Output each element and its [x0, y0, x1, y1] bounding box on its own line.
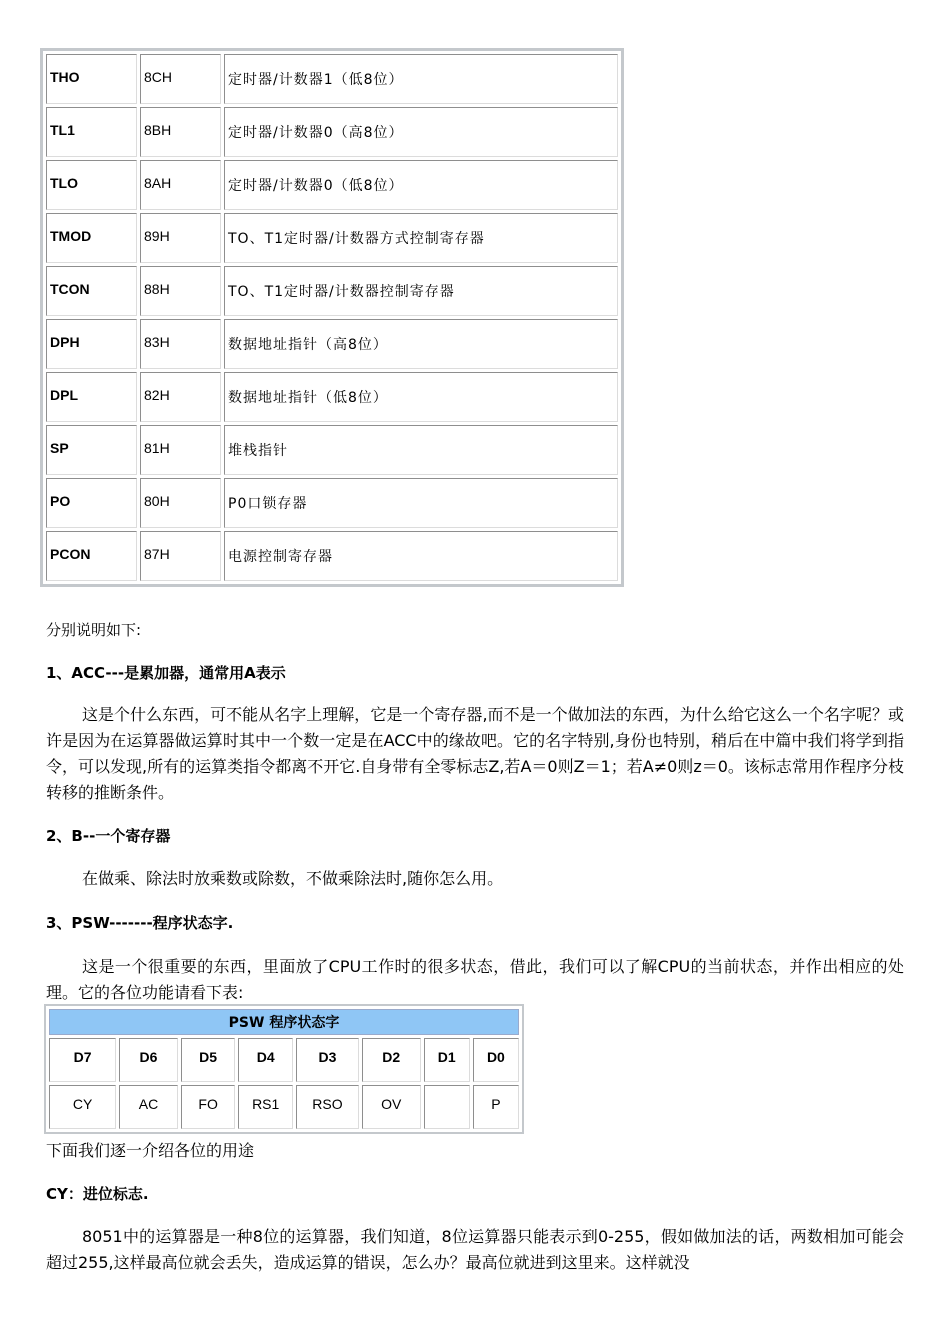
- register-description: 堆栈指针: [224, 425, 618, 475]
- psw-bit-cell: D2: [362, 1038, 421, 1082]
- register-name: TLO: [46, 160, 137, 210]
- b-paragraph: [46, 866, 904, 892]
- table-row: [46, 478, 618, 528]
- register-description: 定时器/计数器0（高8位）: [224, 107, 618, 157]
- register-address: 88H: [140, 266, 221, 316]
- psw-table-title: PSW 程序状态字: [49, 1009, 519, 1035]
- register-address: 83H: [140, 319, 221, 369]
- register-name: PCON: [46, 531, 137, 581]
- register-address: 81H: [140, 425, 221, 475]
- psw-flag-cell: OV: [362, 1085, 421, 1129]
- register-description: 定时器/计数器0（低8位）: [224, 160, 618, 210]
- psw-flag-cell: RSO: [296, 1085, 359, 1129]
- psw-heading: 3、PSW-------程序状态字.: [46, 914, 234, 932]
- register-description: 数据地址指针（低8位）: [224, 372, 618, 422]
- psw-bit-cell: D5: [181, 1038, 236, 1082]
- table-row: [46, 213, 618, 263]
- table-row: [46, 425, 618, 475]
- table-row: [46, 54, 618, 104]
- register-address: 80H: [140, 478, 221, 528]
- after-table-text: 下面我们逐一介绍各位的用途: [46, 1141, 255, 1160]
- psw-flag-cell: CY: [49, 1085, 116, 1129]
- table-row: [46, 266, 618, 316]
- register-name: TMOD: [46, 213, 137, 263]
- cy-paragraph: [46, 1224, 904, 1276]
- table-row: [46, 531, 618, 581]
- cy-body: 8051中的运算器是一种8位的运算器，我们知道，8位运算器只能表示到0-255，假如做加法的话，两数相加可能会超过255,这样最高位就会丢失，造成运算的错误，怎么办？最高位就进到这里来。这样就没: [46, 1227, 904, 1272]
- register-name: PO: [46, 478, 137, 528]
- cy-heading: CY：进位标志.: [46, 1185, 149, 1203]
- table-row: [46, 160, 618, 210]
- table-row: [46, 319, 618, 369]
- register-address: 8AH: [140, 160, 221, 210]
- register-address: 87H: [140, 531, 221, 581]
- acc-paragraph: [46, 702, 904, 806]
- register-description: 数据地址指针（高8位）: [224, 319, 618, 369]
- register-address: 89H: [140, 213, 221, 263]
- psw-flags-row: [49, 1085, 519, 1129]
- psw-bit-cell: D7: [49, 1038, 116, 1082]
- sfr-table: [40, 48, 624, 587]
- psw-bit-cell: D4: [238, 1038, 293, 1082]
- register-name: TL1: [46, 107, 137, 157]
- acc-body: 这是个什么东西，可不能从名字上理解，它是一个寄存器,而不是一个做加法的东西，为什么给它这么一个名字呢？或许是因为在运算器做运算时其中一个数一定是在ACC中的缘故吧。它的名字特别,身份也特别，稍后在中篇中我们将学到指令，可以发现,所有的运算类指令都离不开它.自身带有全零标志Z,若A＝0则Z＝1；若A≠0则z＝0。该标志常用作程序分枝转移的推断条件。: [46, 705, 904, 802]
- psw-flag-cell: RS1: [238, 1085, 293, 1129]
- register-name: SP: [46, 425, 137, 475]
- register-name: DPH: [46, 319, 137, 369]
- register-address: 82H: [140, 372, 221, 422]
- psw-bit-cell: D3: [296, 1038, 359, 1082]
- psw-body: 这是一个很重要的东西，里面放了CPU工作时的很多状态，借此，我们可以了解CPU的当前状态，并作出相应的处理。它的各位功能请看下表:: [46, 957, 904, 1002]
- register-name: DPL: [46, 372, 137, 422]
- register-description: TO、T1定时器/计数器方式控制寄存器: [224, 213, 618, 263]
- register-address: 8BH: [140, 107, 221, 157]
- register-address: 8CH: [140, 54, 221, 104]
- psw-paragraph: [46, 954, 904, 1006]
- psw-bit-cell: D1: [424, 1038, 470, 1082]
- psw-bit-cell: D6: [119, 1038, 178, 1082]
- table-row: [46, 372, 618, 422]
- psw-bit-cell: D0: [473, 1038, 519, 1082]
- acc-heading: 1、ACC---是累加器，通常用A表示: [46, 664, 286, 682]
- psw-bits-row: [49, 1038, 519, 1082]
- register-name: THO: [46, 54, 137, 104]
- register-name: TCON: [46, 266, 137, 316]
- psw-flag-cell: P: [473, 1085, 519, 1129]
- table-row: [46, 107, 618, 157]
- intro-text: 分别说明如下:: [46, 621, 142, 639]
- psw-flag-cell: FO: [181, 1085, 236, 1129]
- b-heading: 2、B--一个寄存器: [46, 827, 171, 845]
- psw-table: [44, 1004, 524, 1134]
- register-description: 定时器/计数器1（低8位）: [224, 54, 618, 104]
- register-description: 电源控制寄存器: [224, 531, 618, 581]
- psw-flag-cell: AC: [119, 1085, 178, 1129]
- register-description: P0口锁存器: [224, 478, 618, 528]
- psw-flag-cell: [424, 1085, 470, 1129]
- sfr-table-body: [46, 54, 618, 581]
- b-body: 在做乘、除法时放乘数或除数，不做乘除法时,随你怎么用。: [82, 869, 504, 888]
- register-description: TO、T1定时器/计数器控制寄存器: [224, 266, 618, 316]
